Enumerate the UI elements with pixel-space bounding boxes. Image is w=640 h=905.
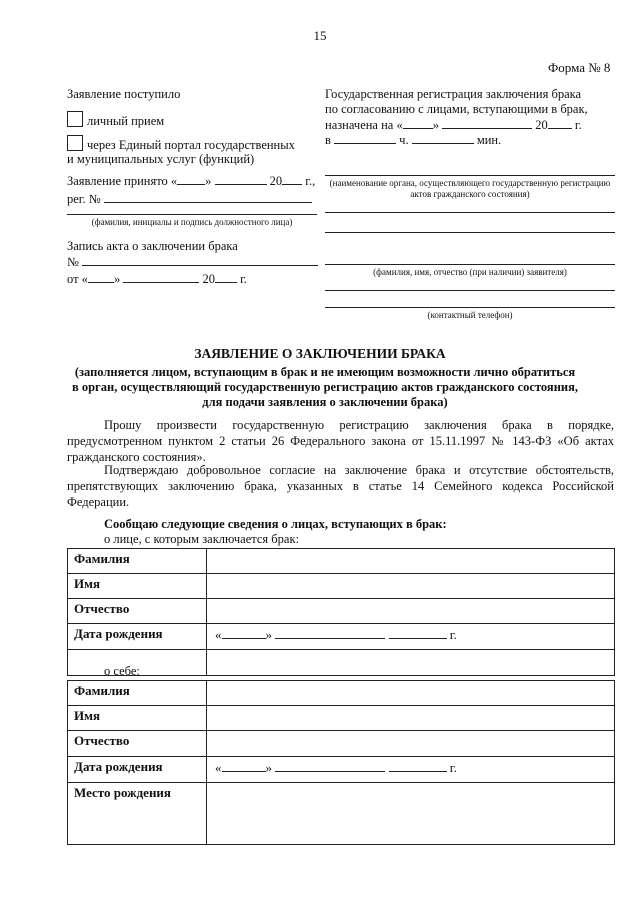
record-number-label: №	[67, 255, 79, 269]
info-heading: Сообщаю следующие сведения о лицах, вступающих в брак:	[104, 517, 447, 531]
table-row	[68, 574, 615, 599]
phone-caption: (контактный телефон)	[427, 310, 513, 320]
registration-suffix: г.	[574, 118, 582, 132]
personal-checkbox[interactable]	[67, 111, 83, 127]
partner-birth-date-label: Дата рождения	[68, 624, 207, 650]
registration-time-in: в	[325, 133, 331, 147]
self-table	[67, 680, 615, 845]
self-birth-date-label: Дата рождения	[68, 757, 207, 783]
self-name-label: Имя	[68, 706, 207, 731]
received-label: Заявление поступило	[67, 87, 181, 101]
registration-hour-field[interactable]	[334, 131, 396, 144]
partner-birth-date-field[interactable]	[207, 624, 615, 650]
record-day-field[interactable]	[88, 270, 114, 283]
date-close-quote: »	[265, 760, 272, 775]
registration-minute-field[interactable]	[412, 131, 474, 144]
self-birth-place-label: Место рождения	[68, 783, 207, 845]
table-row	[68, 650, 615, 676]
record-label: Запись акта о заключении брака	[67, 239, 238, 253]
organ-line-3[interactable]	[325, 232, 615, 233]
partner-table	[67, 548, 615, 676]
record-month-field[interactable]	[123, 270, 199, 283]
accepted-month-field[interactable]	[215, 172, 267, 185]
date-suffix: г.	[449, 627, 457, 642]
subtitle-line-2: в орган, осуществляющий государственную регистрацию актов гражданского состояния,	[71, 380, 578, 394]
official-signature-line[interactable]	[67, 214, 317, 215]
registration-line-2: по согласованию с лицами, вступающими в брак,	[325, 102, 588, 116]
registration-minute-label: мин.	[476, 133, 502, 147]
reg-label: рег. №	[67, 192, 101, 206]
registration-day-field[interactable]	[403, 116, 433, 129]
partner-birth-day-field[interactable]	[222, 626, 266, 639]
table-row	[68, 706, 615, 731]
registration-line-1: Государственная регистрация заключения брака	[325, 87, 582, 101]
partner-birth-year-field[interactable]	[389, 626, 447, 639]
partner-name-label: Имя	[68, 574, 207, 599]
self-patronymic-field[interactable]	[207, 731, 615, 757]
self-patronymic-label: Отчество	[68, 731, 207, 757]
organ-line-2[interactable]	[325, 212, 615, 213]
record-quote: »	[113, 272, 121, 286]
partner-name-field[interactable]	[207, 574, 615, 599]
official-caption: (фамилия, инициалы и подпись должностного лица)	[91, 217, 293, 227]
self-birth-day-field[interactable]	[222, 759, 266, 772]
partner-heading: о лице, с которым заключается брак:	[104, 532, 300, 546]
self-birth-year-field[interactable]	[389, 759, 447, 772]
table-row	[68, 549, 615, 574]
page-number: 15	[313, 28, 327, 43]
self-birth-place-field[interactable]	[207, 783, 615, 845]
table-row	[68, 624, 615, 650]
record-from: от «	[67, 272, 88, 286]
request-paragraph: Прошу произвести государственную регистрацию заключения брака в порядке, предусмотренном пунктом 2 статьи 26 Федерального закона от 15.11.1997 № 143-ФЗ «Об актах гражданского состояния».	[67, 418, 614, 464]
registration-quote: »	[432, 118, 439, 132]
portal-label-2: и муниципальных услуг (функций)	[67, 152, 255, 166]
partner-patronymic-field[interactable]	[207, 599, 615, 624]
accepted-line	[67, 172, 315, 189]
record-suffix: г.	[240, 272, 247, 286]
organ-caption: (наименование органа, осуществляющего государственную регистрацию актов гражданского состояния)	[329, 178, 611, 199]
personal-label: личный прием	[87, 114, 165, 128]
applicant-line[interactable]	[325, 264, 615, 265]
table-row	[68, 599, 615, 624]
phone-line[interactable]	[325, 307, 615, 308]
consent-paragraph: Подтверждаю добровольное согласие на заключение брака и отсутствие обстоятельств, препятствующих заключению брака, указанных в статье 14 Семейного кодекса Российской Федерации.	[67, 463, 614, 509]
registration-time-line	[325, 131, 501, 148]
portal-label-1: через Единый портал государственных	[87, 138, 295, 152]
partner-extra-field[interactable]	[207, 650, 615, 676]
applicant-caption: (фамилия, имя, отчество (при наличии) заявителя)	[373, 267, 567, 277]
accepted-quote: »	[205, 174, 212, 188]
subtitle-line-3: для подачи заявления о заключении брака)	[202, 395, 448, 409]
form-number: Форма № 8	[548, 60, 611, 75]
reg-line	[67, 190, 312, 207]
registration-date-prefix: назначена на «	[325, 118, 403, 132]
self-birth-month-field[interactable]	[275, 759, 385, 772]
portal-checkbox[interactable]	[67, 135, 83, 151]
accepted-year-prefix: 20	[269, 174, 283, 188]
partner-surname-field[interactable]	[207, 549, 615, 574]
self-surname-field[interactable]	[207, 681, 615, 706]
date-close-quote: »	[265, 627, 272, 642]
document-title: ЗАЯВЛЕНИЕ О ЗАКЛЮЧЕНИИ БРАКА	[194, 346, 446, 361]
self-name-field[interactable]	[207, 706, 615, 731]
record-date-line	[67, 270, 247, 287]
date-open-quote: «	[215, 760, 222, 775]
personal-option	[67, 111, 164, 129]
partner-patronymic-label: Отчество	[68, 599, 207, 624]
date-open-quote: «	[215, 627, 222, 642]
accepted-suffix: г.,	[305, 174, 316, 188]
accepted-day-field[interactable]	[177, 172, 205, 185]
table-row	[68, 757, 615, 783]
table-row	[68, 681, 615, 706]
table-row	[68, 783, 615, 845]
registration-month-field[interactable]	[442, 116, 532, 129]
registration-year-field[interactable]	[548, 116, 572, 129]
subtitle-line-1: (заполняется лицом, вступающим в брак и не имеющим возможности лично обратиться	[74, 365, 576, 379]
table-row	[68, 731, 615, 757]
partner-surname-label: Фамилия	[68, 549, 207, 574]
self-surname-label: Фамилия	[68, 681, 207, 706]
accepted-year-field[interactable]	[282, 172, 302, 185]
record-number-field[interactable]	[82, 253, 318, 266]
record-number-line	[67, 253, 318, 270]
record-year-field[interactable]	[215, 270, 237, 283]
reg-number-field[interactable]	[104, 190, 312, 203]
registration-hour-label: ч.	[399, 133, 409, 147]
applicant-line-2[interactable]	[325, 290, 615, 291]
self-birth-date-field[interactable]	[207, 757, 615, 783]
accepted-prefix: Заявление принято «	[67, 174, 178, 188]
organ-line[interactable]	[325, 175, 615, 176]
record-year-prefix: 20	[202, 272, 215, 286]
date-suffix: г.	[449, 760, 457, 775]
partner-birth-month-field[interactable]	[275, 626, 385, 639]
self-heading: о себе:	[104, 664, 140, 678]
registration-year-prefix: 20	[535, 118, 548, 132]
